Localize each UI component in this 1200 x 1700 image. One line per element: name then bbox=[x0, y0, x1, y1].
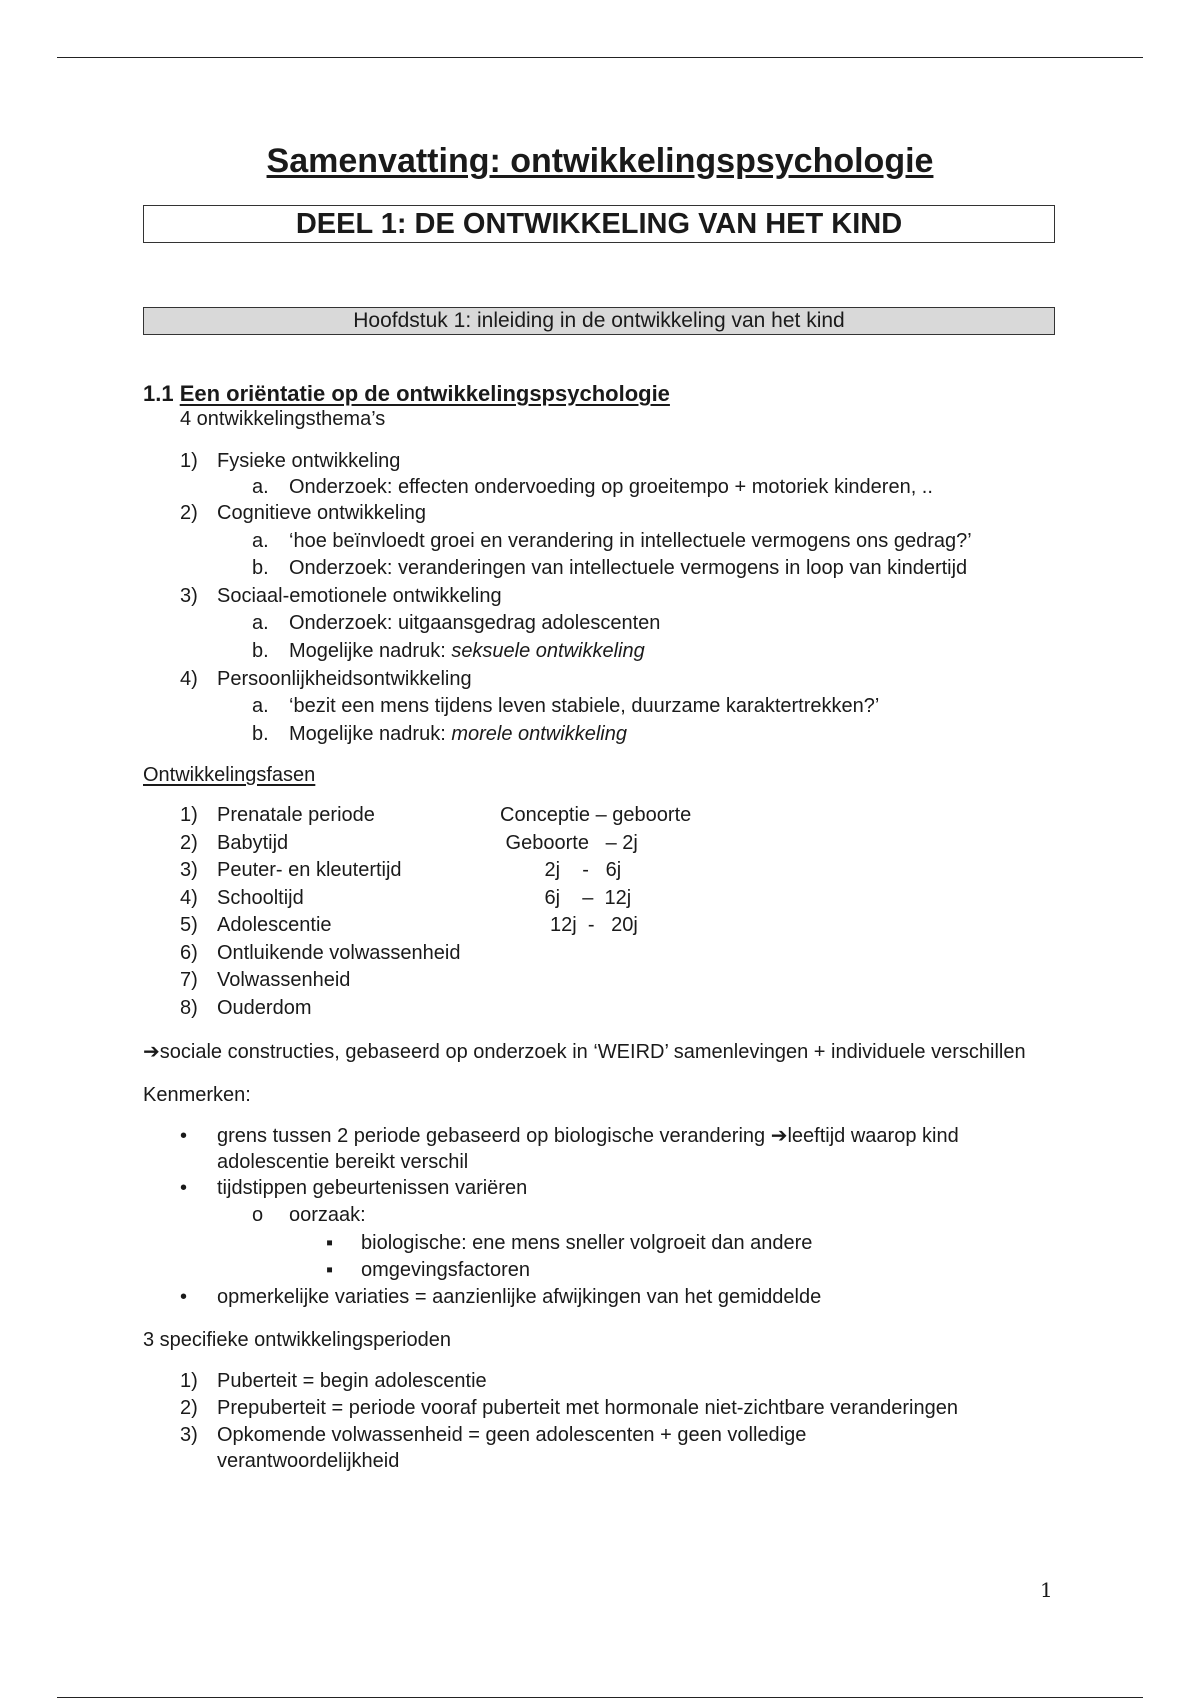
phase-row bbox=[143, 830, 1063, 858]
phase-label: Babytijd bbox=[217, 831, 289, 854]
sub-bullet-item bbox=[143, 1202, 1063, 1230]
phase-row bbox=[143, 857, 1063, 885]
list-item bbox=[143, 500, 1063, 528]
list-item bbox=[143, 448, 1063, 474]
list-marker: b. bbox=[252, 557, 269, 579]
list-marker: 1) bbox=[180, 804, 198, 826]
bullet-icon: • bbox=[180, 1177, 188, 1199]
bullet-item bbox=[143, 1123, 1063, 1175]
list-marker: 5) bbox=[180, 914, 198, 936]
bullet-text: tijdstippen gebeurtenissen variëren bbox=[217, 1177, 528, 1199]
list-marker: b. bbox=[252, 640, 269, 662]
specific-heading: 3 specifieke ontwikkelingsperioden bbox=[143, 1329, 451, 1351]
phase-label: Volwassenheid bbox=[217, 969, 351, 991]
list-marker: 3) bbox=[180, 1424, 198, 1446]
theme-detail: Mogelijke nadruk: morele ontwikkeling bbox=[289, 723, 627, 745]
bullet-text: grens tussen 2 periode gebaseerd op biologische verandering ➔leeftijd waarop kind adolescentie bereikt verschil bbox=[217, 1125, 959, 1173]
phase-row bbox=[143, 802, 1063, 830]
list-item bbox=[143, 666, 1063, 693]
sub-sub-bullet-text: biologische: ene mens sneller volgroeit dan andere bbox=[361, 1232, 813, 1254]
list-marker: 8) bbox=[180, 996, 198, 1019]
part-heading: DEEL 1: DE ONTWIKKELING VAN HET KIND bbox=[143, 205, 1055, 243]
list-item bbox=[143, 693, 1063, 721]
specific-list bbox=[143, 1368, 1063, 1474]
phase-row bbox=[143, 885, 1063, 913]
period-label: Puberteit = begin adolescentie bbox=[217, 1370, 487, 1392]
list-item bbox=[143, 555, 1063, 583]
phase-range: Geboorte – 2j bbox=[500, 831, 638, 854]
phases-list bbox=[143, 802, 1063, 1022]
list-item bbox=[143, 583, 1063, 610]
theme-label: Sociaal-emotionele ontwikkeling bbox=[217, 585, 502, 607]
phase-range: 6j – 12j bbox=[500, 886, 632, 909]
phase-range: 12j - 20j bbox=[500, 914, 638, 936]
sub-sub-bullet-text: omgevingsfactoren bbox=[361, 1259, 530, 1281]
list-marker: 1) bbox=[180, 1370, 198, 1392]
list-marker: 2) bbox=[180, 1397, 198, 1419]
list-marker: 1) bbox=[180, 450, 198, 472]
header-rule bbox=[57, 57, 1143, 58]
section-number: 1.1 bbox=[143, 381, 174, 406]
phase-row bbox=[143, 995, 1063, 1023]
note-paragraph bbox=[143, 1039, 1063, 1066]
footer-rule bbox=[57, 1697, 1143, 1698]
theme-detail: Onderzoek: veranderingen van intellectuele vermogens in loop van kindertijd bbox=[289, 557, 968, 579]
list-marker: a. bbox=[252, 476, 269, 498]
phase-row bbox=[143, 912, 1063, 940]
square-bullet-icon: ▪ bbox=[326, 1259, 334, 1281]
phases-heading: Ontwikkelingsfasen bbox=[143, 764, 316, 786]
sub-bullet-text: oorzaak: bbox=[289, 1204, 366, 1226]
bullet-icon: • bbox=[180, 1286, 188, 1308]
list-item bbox=[143, 638, 1063, 666]
sub-sub-bullet-item bbox=[143, 1257, 1063, 1284]
theme-label: Cognitieve ontwikkeling bbox=[217, 502, 427, 524]
document-body bbox=[143, 380, 1063, 1474]
bullet-item bbox=[143, 1284, 1063, 1311]
phase-label: Ouderdom bbox=[217, 996, 312, 1019]
themes-intro: 4 ontwikkelingsthema’s bbox=[180, 408, 386, 430]
emphasis-text: seksuele ontwikkeling bbox=[451, 640, 645, 662]
phase-label: Schooltijd bbox=[217, 886, 304, 909]
square-bullet-icon: ▪ bbox=[326, 1232, 334, 1254]
list-item bbox=[143, 528, 1063, 555]
list-marker: a. bbox=[252, 530, 269, 552]
list-item bbox=[143, 1368, 1063, 1395]
phase-row bbox=[143, 967, 1063, 995]
list-marker: 7) bbox=[180, 969, 198, 991]
themes-list bbox=[143, 448, 1063, 749]
list-marker: 2) bbox=[180, 502, 198, 524]
circle-bullet-icon: o bbox=[252, 1204, 264, 1226]
phase-row bbox=[143, 940, 1063, 968]
theme-detail: Onderzoek: uitgaansgedrag adolescenten bbox=[289, 612, 661, 634]
chapter-heading: Hoofdstuk 1: inleiding in de ontwikkeling van het kind bbox=[143, 307, 1055, 335]
bullet-text: opmerkelijke variaties = aanzienlijke afwijkingen van het gemiddelde bbox=[217, 1286, 822, 1308]
page-number: 1 bbox=[1040, 1578, 1053, 1602]
list-marker: a. bbox=[252, 612, 269, 634]
theme-label: Fysieke ontwikkeling bbox=[217, 450, 401, 472]
list-item bbox=[143, 474, 1063, 500]
theme-detail: Mogelijke nadruk: seksuele ontwikkeling bbox=[289, 640, 645, 662]
list-item bbox=[143, 721, 1063, 749]
period-label: Prepuberteit = periode vooraf puberteit met hormonale niet-zichtbare veranderingen bbox=[217, 1397, 958, 1419]
list-item bbox=[143, 610, 1063, 638]
period-label: Opkomende volwassenheid = geen adolescenten + geen volledige verantwoordelijkheid bbox=[217, 1424, 807, 1472]
emphasis-text: morele ontwikkeling bbox=[451, 723, 627, 745]
list-marker: b. bbox=[252, 723, 269, 745]
bullet-icon: • bbox=[180, 1125, 188, 1147]
theme-detail: Onderzoek: effecten ondervoeding op groeitempo + motoriek kinderen, .. bbox=[289, 476, 933, 498]
list-marker: 3) bbox=[180, 585, 198, 607]
list-marker: 2) bbox=[180, 831, 198, 854]
section-title: Een oriëntatie op de ontwikkelingspsychologie bbox=[179, 381, 670, 406]
list-marker: 6) bbox=[180, 941, 198, 964]
features-heading: Kenmerken: bbox=[143, 1084, 251, 1106]
list-marker: 3) bbox=[180, 859, 198, 881]
sub-sub-bullet-item bbox=[143, 1230, 1063, 1257]
list-marker: 4) bbox=[180, 668, 198, 690]
document-title: Samenvatting: ontwikkelingspsychologie bbox=[266, 142, 934, 180]
section-heading bbox=[143, 380, 1063, 407]
note-text: sociale constructies, gebaseerd op onderzoek in ‘WEIRD’ samenlevingen + individuele verschillen bbox=[159, 1041, 1026, 1063]
features-list bbox=[143, 1123, 1063, 1311]
bullet-item bbox=[143, 1175, 1063, 1202]
list-marker: a. bbox=[252, 695, 269, 717]
theme-detail: ‘bezit een mens tijdens leven stabiele, duurzame karaktertrekken?’ bbox=[289, 695, 880, 717]
list-marker: 4) bbox=[180, 886, 198, 909]
arrow-icon: ➔ bbox=[143, 1041, 160, 1063]
phase-label: Peuter- en kleutertijd bbox=[217, 859, 402, 881]
phase-range: 2j - 6j bbox=[500, 859, 622, 881]
list-item bbox=[143, 1422, 1063, 1474]
phase-label: Adolescentie bbox=[217, 914, 332, 936]
phase-label: Prenatale periode bbox=[217, 804, 375, 826]
phase-range: Conceptie – geboorte bbox=[500, 804, 692, 826]
arrow-icon: ➔ bbox=[770, 1125, 788, 1147]
phase-label: Ontluikende volwassenheid bbox=[217, 941, 461, 964]
theme-label: Persoonlijkheidsontwikkeling bbox=[217, 668, 472, 690]
theme-detail: ‘hoe beïnvloedt groei en verandering in intellectuele vermogens ons gedrag?’ bbox=[289, 530, 972, 552]
list-item bbox=[143, 1395, 1063, 1422]
